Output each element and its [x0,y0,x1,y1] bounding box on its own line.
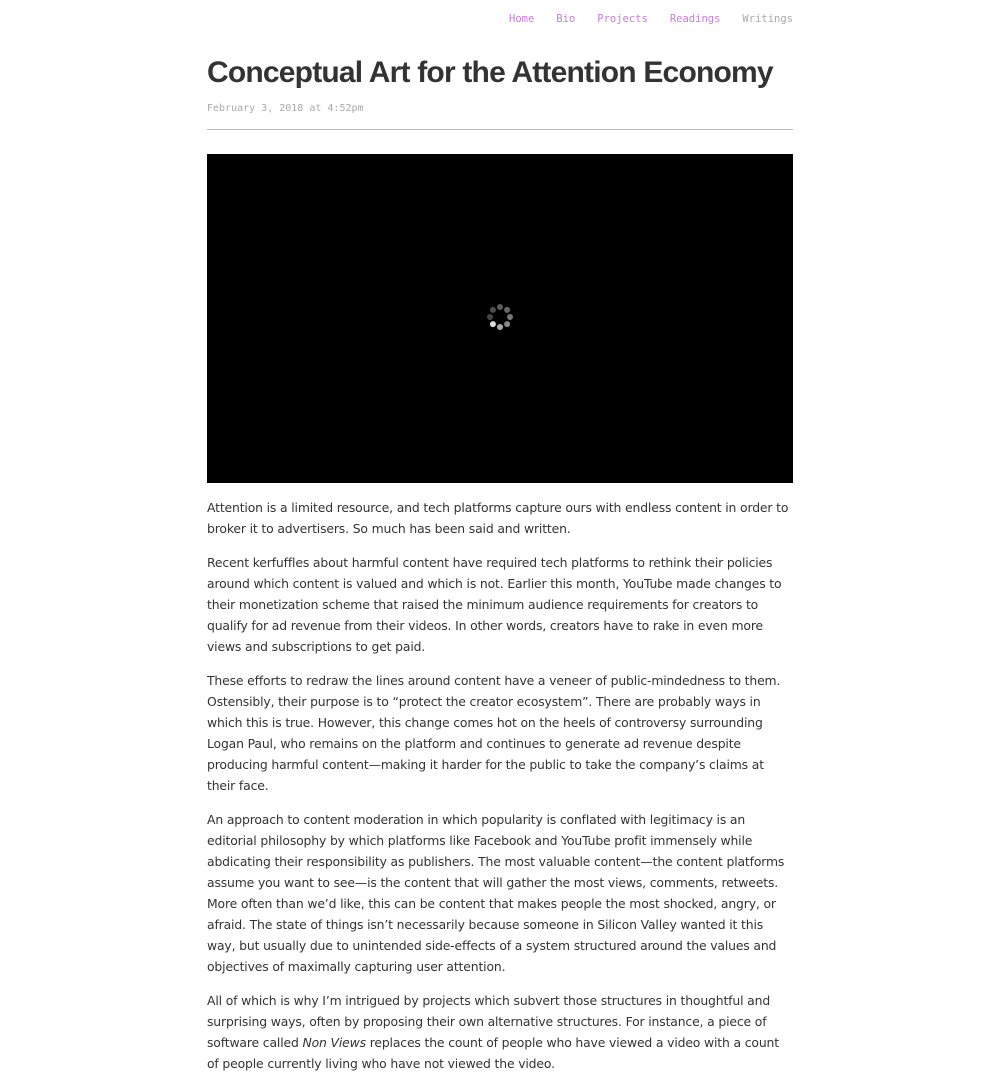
nav-link-home[interactable]: Home [509,13,535,25]
post-date: February 3, 2018 at 4:52pm [207,103,364,114]
post-body [207,497,793,1087]
video-player[interactable] [207,154,793,483]
paragraph: Attention is a limited resource, and tech platforms capture ours with endless content in order to broker it to advertisers. So much has been said and written. [207,500,789,536]
site-nav [487,13,793,25]
paragraph [207,990,793,1074]
paragraph: An approach to content moderation in which popularity is conflated with legitimacy is an editorial philosophy by which platforms like Facebook and YouTube profit immensely while abdicating their responsibility as publishers. The most valuable content—the content platforms assume you want to see—is the content that will gather the most views, comments, retweets. More often than we’d like, this can be content that makes people the most shocked, angry, or afraid. The state of things isn’t necessarily because someone in Silicon Valley wanted it this way, but usually due to unintended side-effects of a system structured around the values and objectives of maximally capturing user attention. [207,812,785,974]
paragraph: These efforts to redraw the lines around content have a veneer of public-mindedness to them. Ostensibly, their purpose is to “protect the creator ecosystem”. There are probably ways in which this is true. However, this change comes hot on the heels of controversy surrounding Logan Paul, who remains on the platform and continues to generate ad revenue despite producing harmful content—making it harder for the public to take the company’s claims at their face. [207,673,781,793]
paragraph-text: replaces the count of people who have viewed a video with a count of people currently living who have not viewed the video. [207,1035,779,1071]
post-title: Conceptual Art for the Attention Economy [207,56,773,89]
nav-link-readings[interactable]: Readings [669,13,721,25]
nav-link-bio[interactable]: Bio [556,13,576,25]
title-divider [207,129,793,130]
nav-link-writings[interactable]: Writings [742,13,793,25]
software-name: Non Views [302,1035,366,1050]
nav-link-projects[interactable]: Projects [597,13,648,25]
paragraph: Recent kerfuffles about harmful content have required tech platforms to rethink their policies around which content is valued and which is not. Earlier this month, YouTube made changes to their monetization scheme that raised the minimum audience requirements for creators to qualify for ad revenue from their videos. In other words, creators have to rake in even more views and subscriptions to get paid. [207,555,782,654]
paragraph-text: All of which is why I’m intrigued by projects which subvert those structures in thoughtful and surprising ways, often by proposing their own alternative structures. For instance, a piece of software called [207,993,771,1050]
loading-spinner-icon [486,303,514,331]
